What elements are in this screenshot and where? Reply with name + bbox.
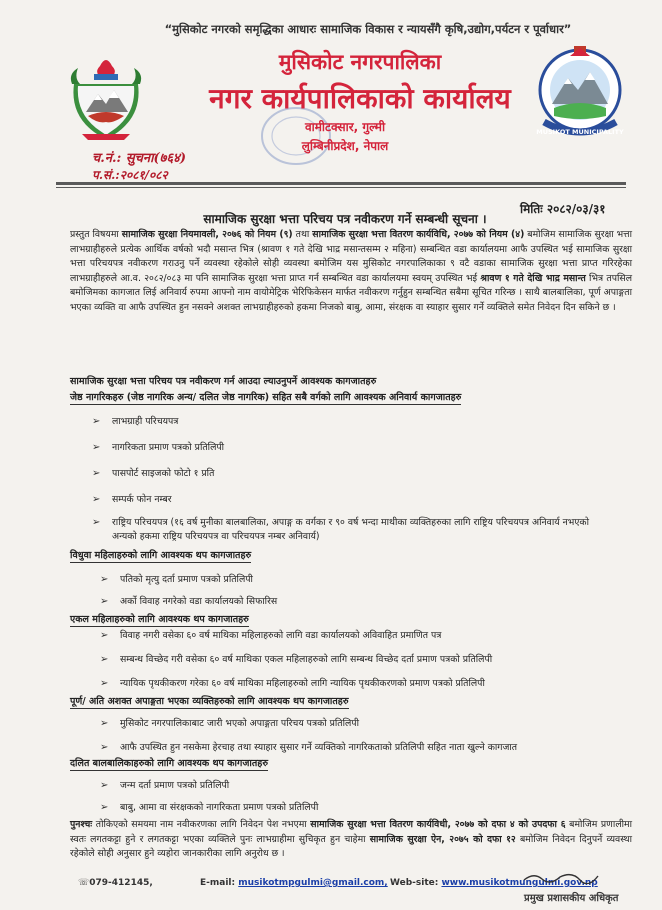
- body-text-f: श्रावण १ गते देखि भाद्र मसान्त: [480, 272, 586, 284]
- reference-number: च.नं.: सुचना(७६४): [92, 151, 187, 166]
- arrow-icon: ➢: [100, 596, 109, 607]
- body-text-e: बमोजिम सामाजिक सुरक्षा भत्ता लाभग्राहीहरुले प्रत्येक आर्थिक वर्षको भदौ मसान्त भित्र (श्रावण १ गते देखि भाद्र मसान्तसम्म २ महिना) सम्बन्धित वडा कार्यालयमा आफै उपस्थित भई सामाजिक सुरक्षा भत्ता परिचयपत्र नवीकरण गराउनु पर्ने व्यवस्था रहेकोले सोही व्यवस्था बमोजिम यस मुसिकोट नगरपालिकाका ९ वटै वडाका सामाजिक सुरक्षा भत्ता प्राप्त गरिरहेका लाभग्राहीहरुले आ.व. २०८२/०८३ मा पनि सामाजिक सुरक्षा भत्ता प्राप्त गर्न सम्बन्धित वडा कार्यालयमा स्वयम् उपस्थित भई: [70, 229, 633, 284]
- list-item: ➢ अर्को विवाह नगरेको वडा कार्यालयको सिफारिस: [100, 596, 278, 607]
- arrow-icon: ➢: [100, 630, 109, 641]
- body-text-b: सामाजिक सुरक्षा नियमावली, २०७६ को नियम (९): [121, 229, 293, 240]
- body-text-d: सामाजिक सुरक्षा भत्ता वितरण कार्यविधि, २०७७ को नियम (४): [312, 229, 525, 240]
- arrow-icon: ➢: [100, 654, 109, 665]
- arrow-icon: ➢: [92, 416, 101, 427]
- footer-email: E-mail: musikotmpgulmi@gmail.com,: [200, 878, 388, 888]
- postscript-label: पुनश्चः: [70, 819, 93, 830]
- arrow-icon: ➢: [100, 742, 109, 753]
- arrow-icon: ➢: [100, 802, 109, 813]
- list-item: ➢ मुसिकोट नगरपालिकाबाट जारी भएको अपाङ्गता परिचय पत्रको प्रतिलिपी: [100, 718, 359, 729]
- footer-phone: ☏079-412145,: [78, 878, 153, 888]
- list-item: ➢ बाबु, आमा वा संरक्षकको नागरिकता प्रमाण पत्रको प्रतिलिपी: [100, 802, 319, 813]
- arrow-icon: ➢: [92, 517, 101, 528]
- fiscal-year: प.सं.:२०८१/०८२: [92, 168, 168, 182]
- section-disabled-title: पूर्ण/ अति अशक्त अपाङ्गता भएका व्यक्तिहरुको लागि आवश्यक थप कागजातहरु: [70, 696, 349, 707]
- arrow-icon: ➢: [100, 678, 109, 689]
- list-item: ➢ सम्बन्ध विच्छेद गरी वसेका ६० वर्ष माथिका एकल महिलाहरुको लागि सम्बन्ध विच्छेद दर्ता प्रमाण पत्रको प्रतिलिपी: [100, 654, 493, 665]
- address-line-1: वामीटक्सार, गुल्मी: [304, 120, 386, 134]
- notice-date: मितिः २०८२/०३/३१: [520, 202, 606, 216]
- list-item: ➢ राष्ट्रिय परिचयपत्र (१६ वर्ष मुनीका बालबालिका, अपाङ्ग क वर्गका र ९० वर्ष भन्दा माथीका व्यक्तिहरुका लागि राष्ट्रिय परिचयपत्र अनिवार्य नभएको अन्यको हकमा राष्ट्रिय परिचयपत्र वा परिचयपत्र नम्बर अनिवार्य): [92, 517, 589, 542]
- documents-heading: सामाजिक सुरक्षा भत्ता परिचय पत्र नवीकरण गर्न आउदा ल्याउनुपर्ने आवश्यक कागजातहरु: [70, 376, 377, 387]
- arrow-icon: ➢: [100, 574, 109, 585]
- slogan: “मुसिकोट नगरको समृद्धिका आधारः सामाजिक विकास र न्यायसँगै कृषि,उद्योग,पर्यटन र पूर्वाधार”: [164, 22, 572, 36]
- list-item: ➢ सम्पर्क फोन नम्बर: [92, 494, 172, 505]
- list-item: ➢ विवाह नगरी वसेका ६० वर्ष माथिका महिलाहरुको लागि वडा कार्यालयको अविवाहित प्रमाणित पत्र: [100, 630, 442, 641]
- signature-icon: [520, 870, 600, 884]
- officer-title: प्रमुख प्रशासकीय अधिकृत: [524, 893, 619, 904]
- arrow-icon: ➢: [92, 468, 101, 479]
- list-item: ➢ आफै उपस्थित हुन नसकेमा हेरचाह तथा स्याहार सुसार गर्ने व्यक्तिको नागरिकताको प्रतिलिपी सहित नाता खुल्ने कागजात: [100, 742, 518, 753]
- municipality-name: मुसिकोट नगरपालिका: [278, 50, 442, 74]
- list-item: ➢ लाभग्राही परिचयपत्र: [92, 416, 179, 427]
- list-item: ➢ पतिको मृत्यु दर्ता प्रमाण पत्रको प्रतिलिपी: [100, 574, 253, 585]
- section-dalit-children-title: दलित बालबालिकाहरुको लागि आवश्यक थप कागजातहरु: [70, 758, 269, 769]
- nepal-emblem-icon: [64, 44, 148, 142]
- footer-website: Web-site: www.musikotmungulmi.gov.np: [390, 878, 598, 888]
- logo-text: MUSIKOT MUNICIPALITY: [536, 128, 624, 136]
- address-line-2: लुम्बिनीप्रदेश, नेपाल: [301, 139, 389, 153]
- body-text-c: तथा: [292, 229, 313, 240]
- email-link[interactable]: musikotmpgulmi@gmail.com,: [238, 878, 388, 888]
- postscript: पुनश्चः तोकिएको समयमा नाम नवीकरणका लागि निवेदन पेश नभएमा सामाजिक सुरक्षा भत्ता वितरण कार्यविधी, २०७७ को दफा ४ को उपदफा ६ बमोजिम प्रणालीमा स्वतः लगतकट्टा हुने र लगतकट्टा भएका व्यक्तिले पुनः लाभग्राहीमा सुचिकृत हुन चाहेमा सामाजिक सुरक्षा ऐन, २०७५ को दफा १२ बमोजिम निवेदन दिनुपर्ने व्यवस्था रहेकोले सोही अनुसार हुने व्यहोरा जानकारीका लागि अनुरोध छ ।: [70, 819, 632, 860]
- arrow-icon: ➢: [100, 718, 109, 729]
- section-widow-title: विधुवा महिलाहरुको लागि आवश्यक थप कागजातहरु: [70, 550, 252, 561]
- body-text-g: भित्र तपसिल बमोजिमका कागजात लिई अनिवार्य रुपमा आफ्नो नाम वायोमेट्रिक भेरिफिकेसन मार्फत नवीकरण गर्नुहुन सम्बन्धित सबैमा सूचित गरिन्छ । साथै बालबालिका, पूर्ण अपाङ्गता भएका व्यक्ति वा आफै उपस्थित हुन नसक्ने अशक्त लाभग्राहीहरुको हकमा निजको बाबु, आमा, संरक्षक वा स्याहार सुसार गर्ने व्यक्तिले समेत निवेदन दिन सकिने छ ।: [70, 272, 632, 313]
- arrow-icon: ➢: [92, 494, 101, 505]
- list-item: ➢ न्यायिक पृथकीकरण गरेका ६० वर्ष माथिका महिलाहरुको लागि न्यायिक पृथकीकरणको प्रमाण पत्रको प्रतिलिपी: [100, 678, 485, 689]
- notice-subject: सामाजिक सुरक्षा भत्ता परिचय पत्र नवीकरण गर्ने सम्बन्धी सूचना ।: [203, 212, 487, 226]
- list-item: ➢ नागरिकता प्रमाण पत्रको प्रतिलिपी: [92, 442, 225, 453]
- municipality-logo-icon: [534, 38, 626, 138]
- list-item: ➢ जन्म दर्ता प्रमाण पत्रको प्रतिलिपी: [100, 780, 230, 791]
- notice-body: [70, 228, 632, 316]
- office-name: नगर कार्यपालिकाको कार्यालय: [209, 82, 511, 115]
- arrow-icon: ➢: [92, 442, 101, 453]
- header-divider-thin: [56, 187, 626, 188]
- arrow-icon: ➢: [100, 780, 109, 791]
- section-senior-title: जेष्ठ नागरिकहरु (जेष्ठ नागरिक अन्य/ दलित जेष्ठ नागरिक) सहित सबै वर्गको लागि आवश्यक अनिवार्य कागजातहरु: [70, 392, 462, 403]
- body-text-a: प्रस्तुत विषयमा: [70, 229, 122, 240]
- header-divider: [56, 182, 626, 185]
- website-link[interactable]: www.musikotmungulmi.gov.np: [441, 878, 598, 888]
- list-item: ➢ पासपोर्ट साइजको फोटो १ प्रति: [92, 468, 215, 479]
- section-single-women-title: एकल महिलाहरुको लागि आवश्यक थप कागजातहरु: [70, 614, 249, 625]
